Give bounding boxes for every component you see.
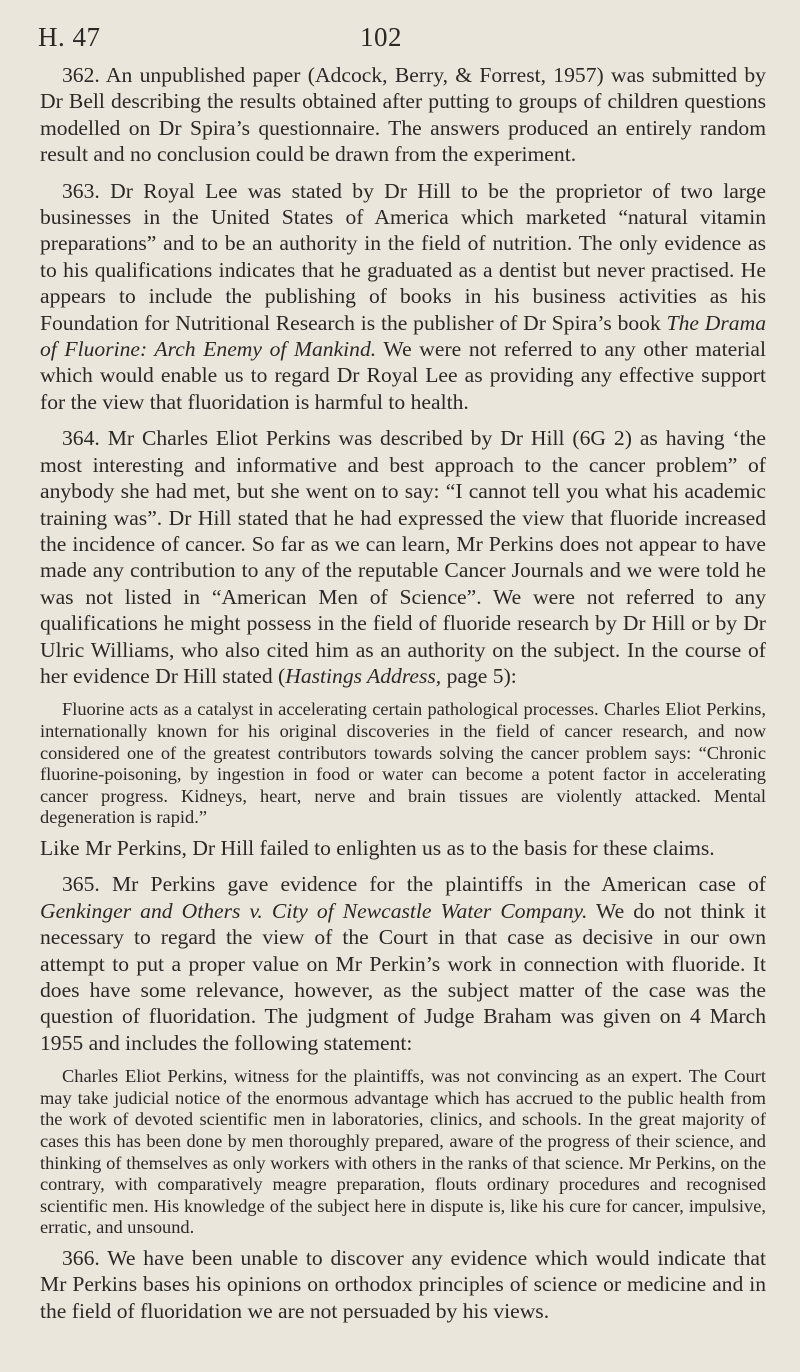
book-title: The Drama of Fluorine: Arch Enemy of Mankind.	[40, 310, 766, 362]
page-number: 102	[360, 22, 402, 52]
paragraph-text: Dr Royal Lee was stated by Dr Hill to be the proprietor of two large businesses in the United States of America which marketed “natural vitamin preparations” and to be an authority in the field of nutrition. The only evidence as to his qualifications indicates that he graduated as a dentist but never practised. He appears to include the publishing of books in his business activities as his Foundation for Nutritional Research is the publisher of Dr Spira’s book	[40, 178, 766, 335]
block-quote-judgment	[40, 1066, 766, 1239]
paragraph-number: 362.	[62, 63, 100, 87]
paragraph-number: 364.	[62, 426, 100, 451]
document-page	[40, 22, 766, 1334]
paragraph-363	[40, 178, 766, 416]
page-header	[40, 22, 766, 62]
paragraph-text: Mr Perkins gave evidence for the plaintiffs in the American case of	[111, 872, 766, 897]
paragraph-text: An unpublished paper (Adcock, Berry, & Forrest, 1957) was submitted by Dr Bell describing the results obtained after putting to groups of children questions modelled on Dr Spira’s questionnaire. The answers produced an entirely random result and no conclusion could be drawn from the experiment.	[40, 63, 766, 167]
paragraph-text: We were not referred to any other material which would enable us to regard Dr Royal Lee as providing any effective support for the view that fluoridation is harmful to health.	[40, 337, 766, 414]
paragraph-continuation	[40, 835, 766, 861]
paragraph-text: Like Mr Perkins, Dr Hill failed to enlighten us as to the basis for these claims.	[40, 835, 715, 860]
paragraph-366	[40, 1245, 766, 1324]
quote-text: Fluorine acts as a catalyst in accelerating certain pathological processes. Charles Eliot Perkins, internationally known for his original discoveries in the field of cancer research, and now considered one of the greatest contributors towards solving the cancer problem says: “Chronic fluorine-poisoning, by ingestion in food or water can become a potent factor in accelerating cancer progress. Kidneys, heart, nerve and brain tissues are violently attacked. Mental degeneration is rapid.”	[40, 699, 766, 828]
document-code: H. 47	[38, 22, 101, 52]
block-quote-hastings	[40, 699, 766, 829]
paragraph-text: Mr Charles Eliot Perkins was described by Dr Hill (6G 2) as having ‘the most interesting and informative and best approach to the cancer problem” of anybody she had met, but she went on to say: “I cannot tell you what his academic training was”. Dr Hill stated that he had expressed the view that fluoride increased the incidence of cancer. So far as we can learn, Mr Perkins does not appear to have made any contribution to any of the reputable Cancer Journals and we were told he was not listed in “American Men of Science”. We were not referred to any qualifications he might possess in the field of fluoride research by Dr Hill or by Dr Ulric Williams, who also cited him as an authority on the subject. In the course of her evidence Dr Hill stated (	[40, 426, 766, 688]
reference-title: Hastings Address,	[285, 663, 442, 688]
paragraph-text: page 5):	[441, 663, 517, 688]
paragraph-number: 366.	[62, 1245, 100, 1270]
paragraph-number: 363.	[62, 178, 100, 203]
paragraph-362	[40, 62, 766, 168]
paragraph-text: We have been unable to discover any evidence which would indicate that Mr Perkins bases his opinions on orthodox principles of science or medicine and in the field of fluoridation we are not persuaded by his views.	[40, 1245, 766, 1323]
quote-text: Charles Eliot Perkins, witness for the plaintiffs, was not convincing as an expert. The Court may take judicial notice of the enormous advantage which has accrued to the public health from the work of devoted scientific men in laboratories, clinics, and schools. In the great majority of cases this has been done by men thoroughly prepared, aware of the progress of their science, and thinking of themselves as only workers with others in the ranks of that science. Mr Perkins, on the contrary, with comparatively meagre preparation, flouts ordinary procedures and recognised scientific men. His knowledge of the subject here in dispute is, like his cure for cancer, impulsive, erratic, and unsound.	[40, 1066, 766, 1238]
case-title: Genkinger and Others v. City of Newcastle Water Company.	[40, 898, 588, 923]
paragraph-364	[40, 425, 766, 689]
paragraph-text: We do not think it necessary to regard the view of the Court in that case as decisive in our own attempt to put a proper value on Mr Perkin’s work in connection with fluoride. It does have some relevance, however, as the subject matter of the case was the question of fluoridation. The judgment of Judge Braham was given on 4 March 1955 and includes the following statement:	[40, 898, 766, 1055]
paragraph-number: 365.	[62, 872, 100, 897]
paragraph-365	[40, 871, 766, 1056]
